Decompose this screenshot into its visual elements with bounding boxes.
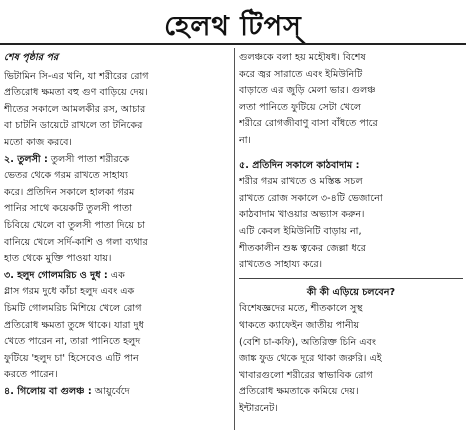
text-line: (বেশি চা-কফি), অতিরিক্ত চিনি এবং — [239, 336, 377, 348]
left-column — [4, 50, 230, 400]
text-line: রাখতে রোজ সকালে ৩-৪টি ভেজানো — [239, 192, 383, 204]
text-line: প্রতিরোধ ক্ষমতা তুঙ্গে থাকে। যারা দুধ — [4, 319, 144, 331]
text-line: রাখতেও সাহায্য করে। — [239, 259, 323, 271]
text-line: ফুটিয়ে 'হলুদ চা' হিসেবেও এটি পান — [4, 352, 139, 364]
section-divider — [239, 278, 463, 279]
text-line: শরীর গরম রাখতে ও মস্তিষ্ক সচল — [239, 176, 363, 188]
section-almond — [239, 158, 463, 274]
section-what-to-avoid — [239, 285, 463, 418]
text-line: ভিটামিন সি-এর খনি, যা শরীরের রোগ — [4, 70, 149, 82]
text-line: খেতে পারেন না, তারা পানিতে হলুদ — [4, 336, 141, 348]
intro-paragraph — [4, 69, 230, 152]
section-tulsi — [4, 152, 230, 268]
text-line: শীতের সকালে আমলকীর রস, আচার — [4, 103, 146, 115]
section-heading: কী কী এড়িয়ে চলবেন? — [306, 286, 396, 298]
text-line: চিমটি গোলমরিচ মিশিয়ে খেলে রোগ — [4, 302, 142, 314]
text-line: গুলঞ্চকে বলা হয় মহৌষধ। বিশেষ — [239, 52, 366, 63]
title-divider — [0, 43, 466, 45]
text-line: শরীরে রোগজীবাণু বাসা বাঁধতে পারে — [239, 118, 378, 130]
text-line: মতো কাজ করবে। — [4, 136, 72, 148]
section-heading: ২. তুলসী : — [4, 153, 48, 165]
text-line: গ্লাস গরম দুধে কাঁচা হলুদ এবং এক — [4, 286, 135, 298]
text-line: না। — [239, 134, 251, 146]
text-line: চিবিয়ে খেলে বা তুলসী পাতা দিয়ে চা — [4, 219, 146, 231]
section-heading: ৫. প্রতিদিন সকালে কাঠবাদাম : — [239, 159, 360, 171]
giloy-continued-paragraph — [239, 50, 463, 150]
text-line: বাড়াতে এর জুড়ি মেলা ভার। গুলঞ্চ — [239, 85, 376, 97]
right-column — [239, 50, 463, 417]
section-heading: ৩. হলুদ গোলমরিচ ও দুধ : — [4, 269, 108, 281]
text-line: বিশেষজ্ঞদের মতে, শীতকালে সুস্থ — [239, 303, 363, 315]
text-line: আয়ুর্বেদে — [94, 385, 130, 397]
text-line: করে জ্বর সারাতে এবং ইমিউনিটি — [239, 68, 363, 80]
section-giloy — [4, 384, 230, 401]
section-turmeric-milk — [4, 268, 230, 384]
text-line: থাকতে ক্যাফেইন জাতীয় পানীয় — [239, 319, 360, 331]
text-line: করতে পারেন। — [4, 369, 58, 381]
text-line: বা চাটনি ডায়েটে রাখলে তা টনিকের — [4, 120, 143, 132]
continued-label: শেষ পৃষ্ঠার পর — [4, 52, 59, 63]
text-line: এক — [110, 269, 125, 281]
page-title: হেলথ টিপস্ — [164, 11, 302, 42]
text-line: পানির সাথে কয়েকটি তুলসী পাতা — [4, 203, 133, 215]
text-line: প্রতিরোধ ক্ষমতা বহু গুণ বাড়িয়ে দেয়। — [4, 87, 148, 99]
text-line: হাত থেকে মুক্তি পাওয়া যায়। — [4, 253, 112, 265]
section-heading: ৪. গিলোয় বা গুলঞ্চ : — [4, 385, 92, 397]
text-line: করে। প্রতিদিন সকালে হালকা গরম — [4, 186, 135, 198]
text-line: ইন্টারনেট। — [239, 402, 278, 414]
text-line: শীতকালীন শুষ্ক ত্বকের জেল্লা ধরে — [239, 242, 366, 254]
column-divider — [234, 48, 235, 430]
text-line: কাঠবাদাম খাওয়ার অভ্যাস করুন। — [239, 209, 365, 221]
text-line: খাবারগুলো শরীরের স্বাভাবিক রোগ — [239, 369, 373, 381]
text-line: প্রতিরোধ ক্ষমতাকে কমিয়ে দেয়। — [239, 386, 359, 398]
text-line: এটি কেবল ইমিউনিটি বাড়ায় না, — [239, 225, 362, 237]
text-line: তুলসী পাতা শরীরকে — [50, 153, 130, 165]
text-line: লতা পানিতে ফুটিয়ে সেটা খেলে — [239, 101, 362, 113]
text-line: বানিয়ে খেলে সর্দি-কাশি ও গলা ব্যথার — [4, 236, 148, 248]
text-line: জাঙ্ক ফুড থেকে দূরে থাকা জরুরি। এই — [239, 353, 382, 365]
text-line: ভেতর থেকে গরম রাখতে সাহায্য — [4, 170, 128, 182]
